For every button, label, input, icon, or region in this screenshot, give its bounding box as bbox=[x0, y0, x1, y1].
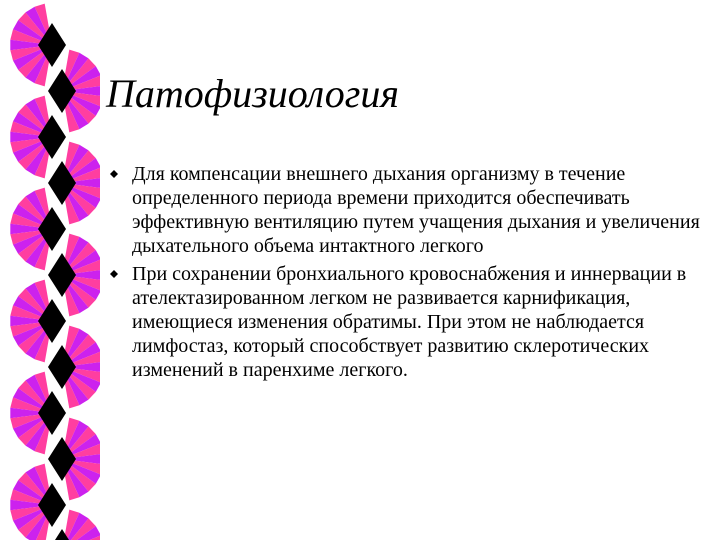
bullet-text: Для компенсации внешнего дыхания организму в течение определенного периода времени приходится обеспечивать эффективную вентиляцию путем учащения дыхания и увеличения дыхательного объема интактного легкого bbox=[132, 163, 700, 257]
fan-motif bbox=[10, 188, 66, 271]
fan-motif bbox=[10, 464, 66, 540]
bullet-text: При сохранении бронхиального кровоснабжения и иннервации в ателектазированном легком не развивается карнификация, имеющиеся изменения обратимы. При этом не наблюдается лимфостаз, который способствует развитию склеротических изменений в паренхиме легкого. bbox=[132, 263, 687, 381]
bullet-item bbox=[110, 262, 710, 382]
fan-motif bbox=[48, 326, 100, 409]
fan-motif bbox=[48, 418, 100, 501]
fan-motif bbox=[48, 234, 100, 317]
fan-motif bbox=[48, 50, 100, 133]
bullet-list bbox=[110, 162, 710, 386]
slide-title: Патофизиология bbox=[106, 71, 399, 116]
fan-motif bbox=[48, 142, 100, 225]
diamond-bullet-icon bbox=[110, 170, 118, 178]
fan-motif bbox=[10, 280, 66, 363]
decorative-fan-border bbox=[0, 0, 100, 540]
fan-motif bbox=[10, 372, 66, 455]
diamond-bullet-icon bbox=[110, 270, 118, 278]
bullet-item bbox=[110, 162, 710, 258]
fan-motif bbox=[10, 4, 66, 87]
fan-motif bbox=[10, 96, 66, 179]
